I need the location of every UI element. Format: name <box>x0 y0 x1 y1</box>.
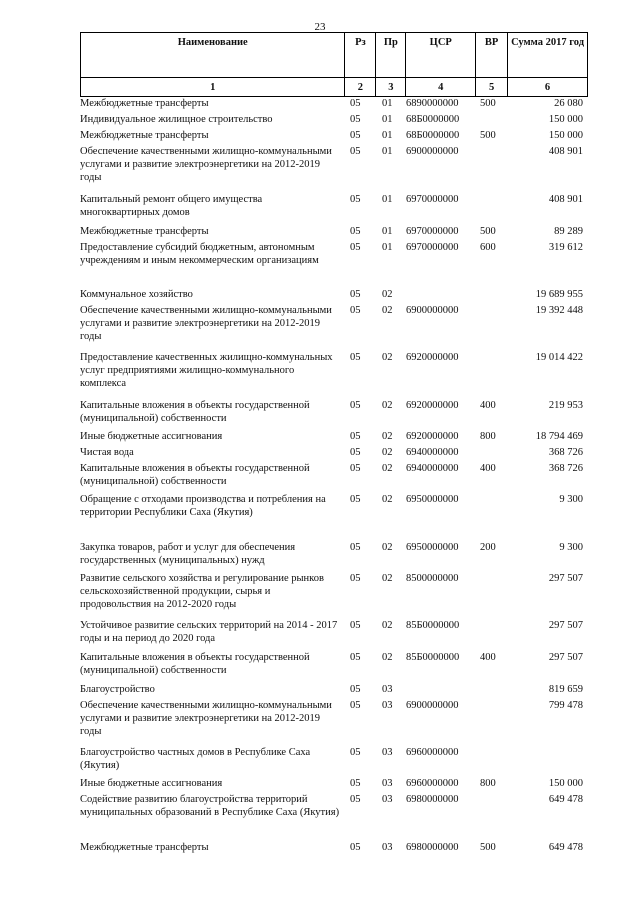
row-csr: 6920000000 <box>406 352 459 363</box>
row-vr: 400 <box>480 463 496 474</box>
row-rz: 05 <box>350 494 361 505</box>
header-rz: Рз <box>345 33 376 78</box>
row-csr: 6970000000 <box>406 242 459 253</box>
row-csr: 68Б0000000 <box>406 130 460 141</box>
row-csr: 6960000000 <box>406 747 459 758</box>
row-rz: 05 <box>350 431 361 442</box>
row-vr: 800 <box>480 778 496 789</box>
row-csr: 6950000000 <box>406 494 459 505</box>
row-sum: 18 794 469 <box>535 431 583 442</box>
row-rz: 05 <box>350 747 361 758</box>
header-name: Наименование <box>81 33 345 78</box>
row-sum: 799 478 <box>548 700 583 711</box>
row-rz: 05 <box>350 652 361 663</box>
row-sum: 408 901 <box>548 146 583 157</box>
row-vr: 400 <box>480 400 496 411</box>
row-csr: 6970000000 <box>406 194 459 205</box>
row-rz: 05 <box>350 130 361 141</box>
row-csr: 6920000000 <box>406 400 459 411</box>
row-pr: 01 <box>382 98 393 109</box>
row-csr: 6900000000 <box>406 146 459 157</box>
row-sum: 19 392 448 <box>535 305 583 316</box>
row-name: Межбюджетные трансферты <box>80 226 209 237</box>
row-name: Благоустройство частных домов в Республике Саха (Якутия) <box>80 747 311 771</box>
row-pr: 03 <box>382 842 393 853</box>
row-pr: 02 <box>382 542 393 553</box>
row-rz: 05 <box>350 226 361 237</box>
row-pr: 01 <box>382 194 393 205</box>
row-rz: 05 <box>350 700 361 711</box>
row-sum: 649 478 <box>548 842 583 853</box>
row-name: Коммунальное хозяйство <box>80 289 193 300</box>
row-pr: 03 <box>382 747 393 758</box>
row-sum: 26 080 <box>554 98 583 109</box>
row-name: Предоставление субсидий бюджетным, автономным учреждениям и иным некоммерческим организациям <box>80 242 319 266</box>
row-rz: 05 <box>350 242 361 253</box>
row-name: Индивидуальное жилищное строительство <box>80 114 273 125</box>
row-pr: 02 <box>382 573 393 584</box>
row-rz: 05 <box>350 305 361 316</box>
row-pr: 02 <box>382 305 393 316</box>
row-name: Межбюджетные трансферты <box>80 130 209 141</box>
header-csr: ЦСР <box>406 33 476 78</box>
row-pr: 01 <box>382 114 393 125</box>
row-csr: 6940000000 <box>406 463 459 474</box>
row-rz: 05 <box>350 620 361 631</box>
row-rz: 05 <box>350 842 361 853</box>
row-sum: 19 689 955 <box>535 289 583 300</box>
row-sum: 297 507 <box>548 573 583 584</box>
row-csr: 85Б0000000 <box>406 652 460 663</box>
row-csr: 85Б0000000 <box>406 620 460 631</box>
row-rz: 05 <box>350 573 361 584</box>
row-pr: 02 <box>382 447 393 458</box>
row-name: Благоустройство <box>80 684 155 695</box>
row-pr: 02 <box>382 289 393 300</box>
row-csr: 6940000000 <box>406 447 459 458</box>
row-csr: 6890000000 <box>406 98 459 109</box>
row-name: Обращение с отходами производства и потребления на территории Республики Саха (Якутия) <box>80 494 326 518</box>
row-rz: 05 <box>350 98 361 109</box>
header-vr: ВР <box>476 33 508 78</box>
row-pr: 03 <box>382 778 393 789</box>
row-pr: 01 <box>382 146 393 157</box>
row-name: Капитальные вложения в объекты государственной (муниципальной) собственности <box>80 400 310 424</box>
row-sum: 19 014 422 <box>535 352 583 363</box>
page-number: 23 <box>314 21 326 33</box>
row-csr: 6970000000 <box>406 226 459 237</box>
row-rz: 05 <box>350 114 361 125</box>
row-name: Устойчивое развитие сельских территорий на 2014 - 2017 годы и на период до 2020 года <box>80 620 338 644</box>
row-pr: 02 <box>382 620 393 631</box>
header-col-number: 5 <box>476 78 508 97</box>
header-col-number: 3 <box>376 78 406 97</box>
row-name: Капитальные вложения в объекты государственной (муниципальной) собственности <box>80 652 310 676</box>
row-csr: 6980000000 <box>406 794 459 805</box>
row-sum: 297 507 <box>548 652 583 663</box>
row-name: Развитие сельского хозяйства и регулирование рынков сельскохозяйственной продукции, сырья и продовольствия на 2012-2020 годы <box>80 573 324 610</box>
row-sum: 649 478 <box>548 794 583 805</box>
row-rz: 05 <box>350 778 361 789</box>
row-sum: 150 000 <box>548 778 583 789</box>
row-vr: 600 <box>480 242 496 253</box>
row-name: Закупка товаров, работ и услуг для обеспечения государственных (муниципальных) нужд <box>80 542 296 566</box>
row-sum: 368 726 <box>548 447 583 458</box>
row-sum: 150 000 <box>548 130 583 141</box>
row-rz: 05 <box>350 447 361 458</box>
row-name: Капитальный ремонт общего имущества многоквартирных домов <box>80 194 263 218</box>
header-col-number: 1 <box>81 78 345 97</box>
row-rz: 05 <box>350 400 361 411</box>
row-pr: 01 <box>382 130 393 141</box>
row-sum: 368 726 <box>548 463 583 474</box>
table-header <box>80 32 588 97</box>
header-pr: Пр <box>376 33 406 78</box>
row-vr: 400 <box>480 652 496 663</box>
row-vr: 500 <box>480 130 496 141</box>
row-rz: 05 <box>350 146 361 157</box>
row-pr: 01 <box>382 226 393 237</box>
row-rz: 05 <box>350 194 361 205</box>
row-name: Межбюджетные трансферты <box>80 842 209 853</box>
row-vr: 800 <box>480 431 496 442</box>
row-vr: 500 <box>480 98 496 109</box>
row-pr: 03 <box>382 794 393 805</box>
row-csr: 8500000000 <box>406 573 459 584</box>
row-vr: 500 <box>480 842 496 853</box>
row-csr: 68Б0000000 <box>406 114 460 125</box>
row-name: Предоставление качественных жилищно-коммунальных услуг предприятиями жилищно-коммунального комплекса <box>80 352 333 389</box>
row-pr: 02 <box>382 352 393 363</box>
row-rz: 05 <box>350 289 361 300</box>
row-name: Капитальные вложения в объекты государственной (муниципальной) собственности <box>80 463 310 487</box>
row-pr: 02 <box>382 463 393 474</box>
row-sum: 297 507 <box>548 620 583 631</box>
row-sum: 89 289 <box>554 226 583 237</box>
header-col-number: 4 <box>406 78 476 97</box>
row-name: Иные бюджетные ассигнования <box>80 431 223 442</box>
row-pr: 02 <box>382 431 393 442</box>
row-sum: 819 659 <box>548 684 583 695</box>
row-sum: 9 300 <box>559 494 583 505</box>
row-csr: 6900000000 <box>406 700 459 711</box>
row-pr: 03 <box>382 684 393 695</box>
row-rz: 05 <box>350 542 361 553</box>
row-pr: 02 <box>382 400 393 411</box>
row-name: Межбюджетные трансферты <box>80 98 209 109</box>
row-vr: 500 <box>480 226 496 237</box>
row-sum: 408 901 <box>548 194 583 205</box>
row-sum: 9 300 <box>559 542 583 553</box>
row-rz: 05 <box>350 684 361 695</box>
row-name: Содействие развитию благоустройства территорий муниципальных образований в Республике Саха (Якутия) <box>80 794 340 818</box>
row-csr: 6960000000 <box>406 778 459 789</box>
row-pr: 02 <box>382 652 393 663</box>
row-pr: 03 <box>382 700 393 711</box>
row-csr: 6950000000 <box>406 542 459 553</box>
row-pr: 02 <box>382 494 393 505</box>
row-name: Обеспечение качественными жилищно-коммунальными услугами и развитие электроэнергетики на 2012-2019 годы <box>80 305 332 342</box>
row-csr: 6920000000 <box>406 431 459 442</box>
row-vr: 200 <box>480 542 496 553</box>
row-rz: 05 <box>350 463 361 474</box>
row-csr: 6980000000 <box>406 842 459 853</box>
row-sum: 219 953 <box>548 400 583 411</box>
row-name: Обеспечение качественными жилищно-коммунальными услугами и развитие электроэнергетики на 2012-2019 годы <box>80 700 332 737</box>
row-sum: 150 000 <box>548 114 583 125</box>
row-sum: 319 612 <box>548 242 583 253</box>
header-col-number: 2 <box>345 78 376 97</box>
row-rz: 05 <box>350 352 361 363</box>
row-pr: 01 <box>382 242 393 253</box>
row-rz: 05 <box>350 794 361 805</box>
row-name: Обеспечение качественными жилищно-коммунальными услугами и развитие электроэнергетики на 2012-2019 годы <box>80 146 332 183</box>
row-csr: 6900000000 <box>406 305 459 316</box>
row-name: Иные бюджетные ассигнования <box>80 778 223 789</box>
header-sum: Сумма 2017 год <box>508 33 588 78</box>
header-col-number: 6 <box>508 78 588 97</box>
row-name: Чистая вода <box>80 447 134 458</box>
